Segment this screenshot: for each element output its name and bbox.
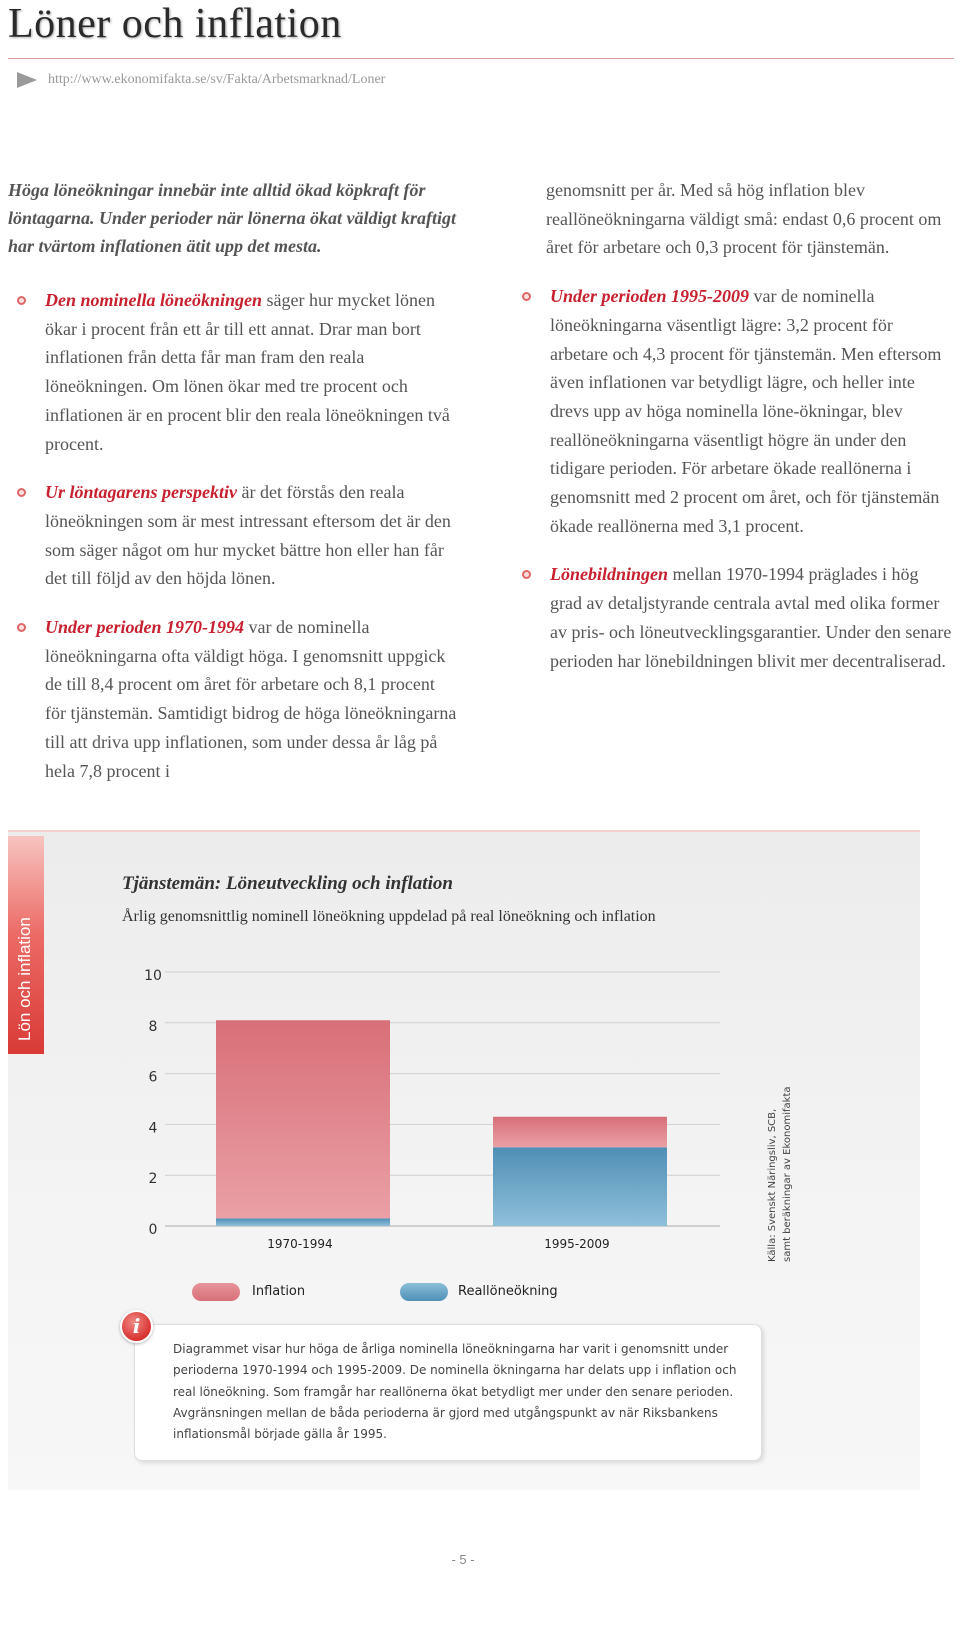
chart-title: Tjänstemän: Löneutveckling och inflation — [122, 873, 453, 894]
paragraph-text: var de nominella löneökningarna väsentligt lägre: 3,2 procent för arbetare och 4,3 procent för tjänstemän. Men eftersom även inflationen var betydligt lägre, och heller inte drevs upp av höga nominella löne-ökningar, blev reallöneökningarna väsentligt högre än under den tidigare perioden. För arbetare ökade reallönerna i genomsnitt med 2 procent om året, och för tjänstemän ökade reallönerna med 3,1 procent. — [550, 286, 942, 536]
info-box-text: Diagrammet visar hur höga de årliga nominella löneökningarna har varit i genomsnitt under perioderna 1970-1994 och 1995-2009. De nominella ökningarna har delats upp i inflation och real löneökning. Som framgår har reallönerna ökat betydligt mer under den senare perioden. Avgränsningen mellan de båda perioderna är gjord med utgångspunkt av när Riksbankens inflationsmål började gälla år 1995. — [173, 1342, 737, 1442]
y-tick-label: 6 — [148, 1069, 158, 1086]
y-tick-label: 2 — [148, 1171, 158, 1188]
y-tick-label: 10 — [144, 968, 162, 984]
chart-source-line: samt beräkningar av Ekonomifakta — [782, 1086, 793, 1262]
article-intro: Höga löneökningar innebär inte alltid ökad köpkraft för löntagarna. Under perioder när lönerna ökat väldigt kraftigt har tvärtom inflationen ätit upp det mesta. — [8, 180, 457, 256]
paragraph-highlight: Under perioden 1995-2009 — [550, 286, 749, 307]
chart-bars — [216, 1020, 667, 1226]
info-box — [134, 1324, 762, 1461]
legend-swatch-inflation — [192, 1283, 240, 1301]
bar-segment-real — [216, 1218, 390, 1226]
chart-source-line: Källa: Svenskt Näringsliv, SCB, — [767, 1108, 778, 1262]
bar-segment-inflation — [216, 1020, 390, 1218]
page-number: - 5 - — [451, 1552, 475, 1567]
info-icon: i — [120, 1310, 153, 1343]
chart-subtitle: Årlig genomsnittlig nominell löneökning uppdelad på real löneökning och inflation — [122, 908, 656, 925]
legend-swatch-real — [400, 1283, 448, 1301]
bar-segment-inflation — [493, 1117, 667, 1147]
x-tick-label: 1995-2009 — [544, 1237, 610, 1251]
y-axis-ticks — [144, 968, 162, 1238]
y-tick-label: 4 — [148, 1120, 158, 1137]
paragraph-period-1970-continued: genomsnitt per år. Med så hög inflation blev reallöneökningarna väldigt små: endast 0,6 procent om året för arbetare och 0,3 procent för tjänstemän. — [546, 180, 942, 258]
paragraph-highlight: Ur löntagarens perspektiv — [45, 482, 238, 503]
x-tick-label: 1970-1994 — [267, 1237, 333, 1251]
chart-source — [765, 1087, 795, 1263]
paragraph-text: är det förstås den reala löneökningen som är mest intressant eftersom det är den som säger något om hur mycket bättre hon eller han får det till följd av den höjda lönen. — [45, 482, 451, 589]
paragraph-text: var de nominella löneökningarna ofta väldigt höga. I genomsnitt uppgick de till 8,4 procent om året för arbetare och 8,1 procent för tjänstemän. Samtidigt bidrog de höga löneökningarna till att driva upp inflationen, som under dessa år låg på hela 7,8 procent i — [45, 617, 457, 781]
side-tab-label: Lön och inflation — [15, 917, 34, 1041]
legend-label-real: Reallöneökning — [458, 1284, 558, 1299]
paragraph-text: mellan 1970-1994 präglades i hög grad av detaljstyrande centrala avtal med olika former av pris- och löneutvecklingsgarantier. Under den senare perioden har lönebildningen blivit mer decentraliserad. — [550, 564, 952, 671]
paragraph-highlight: Lönebildningen — [550, 564, 669, 585]
y-tick-label: 0 — [148, 1222, 158, 1238]
x-axis-ticks — [267, 1237, 609, 1251]
paragraph-highlight: Under perioden 1970-1994 — [45, 617, 244, 638]
bar-segment-real — [493, 1147, 667, 1226]
paragraph-highlight: Den nominella löneökningen — [45, 290, 263, 310]
source-url-link[interactable]: http://www.ekonomifakta.se/sv/Fakta/Arbetsmarknad/Loner — [48, 72, 386, 87]
y-tick-label: 8 — [148, 1018, 158, 1035]
paragraph-text: säger hur mycket lönen ökar i procent från ett år till ett annat. Drar man bort inflationen från detta får man fram den reala löneökningen. Om lönen ökar med tre procent och inflationen är en procent blir den reala löneökningen två procent. — [45, 290, 450, 454]
legend-label-inflation: Inflation — [252, 1284, 306, 1299]
page-title: Löner och inflation — [8, 1, 342, 47]
